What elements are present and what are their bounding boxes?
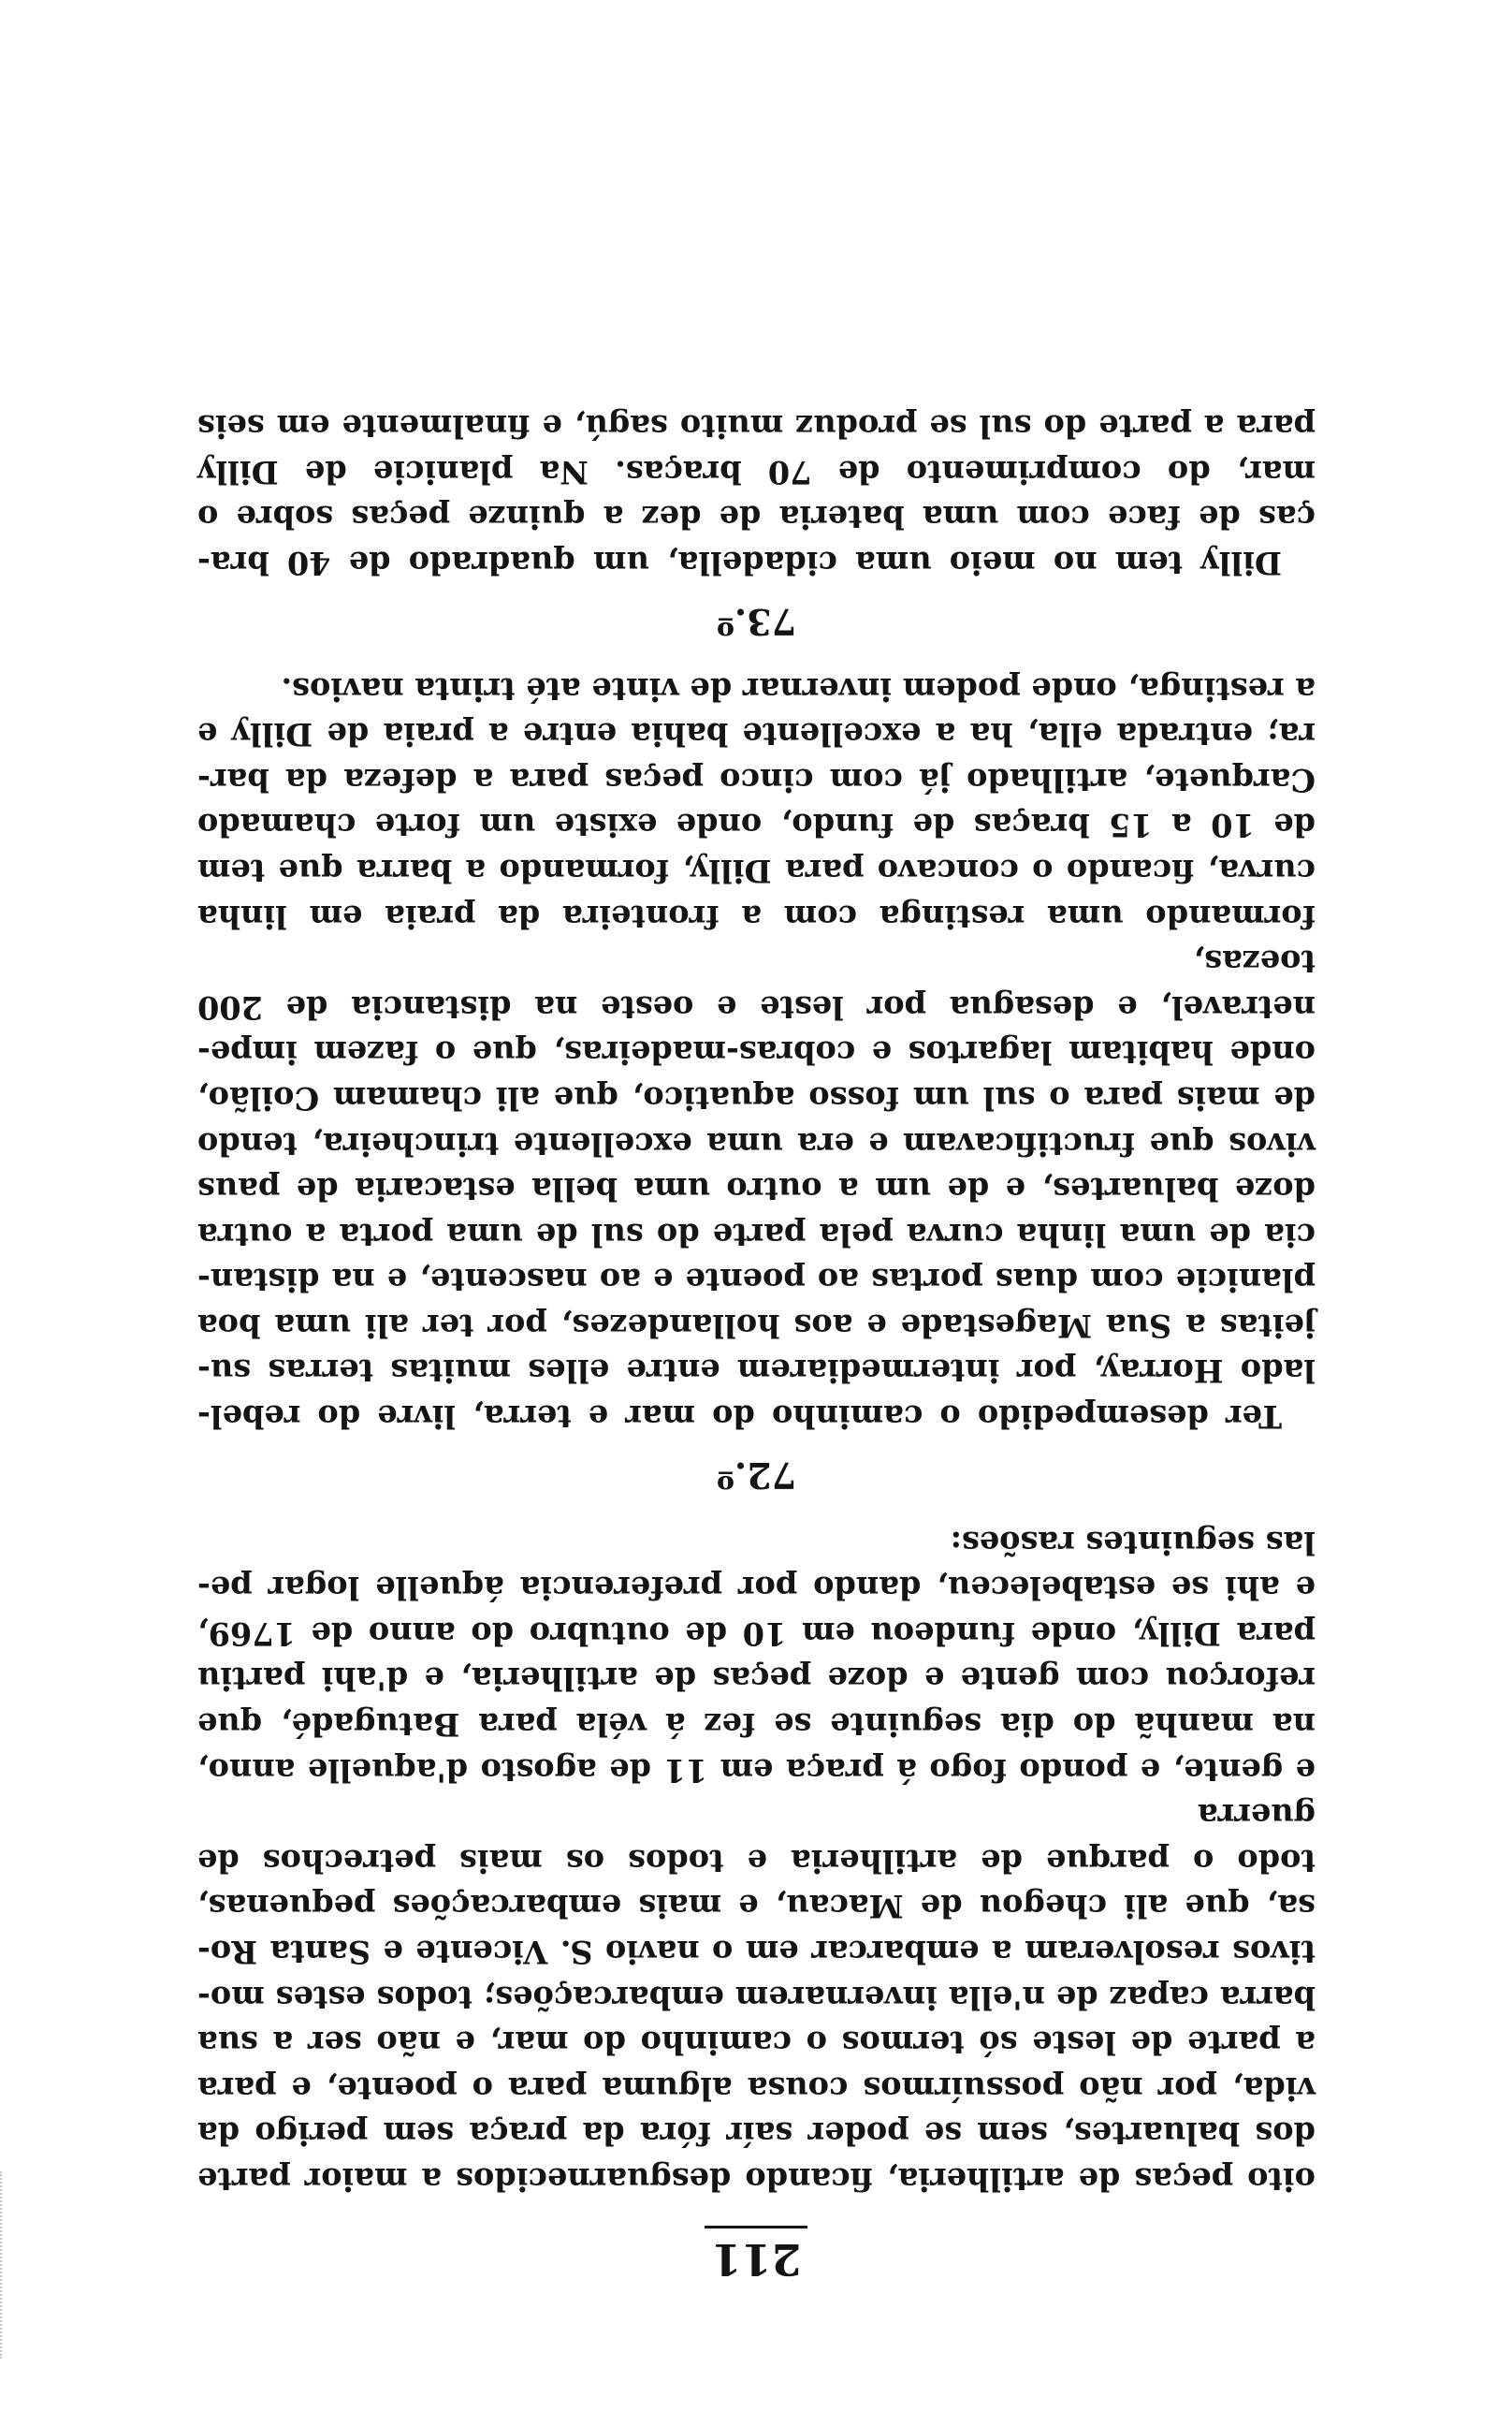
text-line: vida, por não possuírmos cousa alguma para o poente, e para xyxy=(197,2069,1316,2107)
text-line: vivos que fructificavam e era uma excellente trincheira, tendo xyxy=(197,1125,1316,1162)
text-line: todo o parque de artilheria e todos os mais petrechos de guerra xyxy=(197,1797,1316,1879)
paragraph-intro xyxy=(197,1519,1316,2201)
paragraph-73 xyxy=(197,403,1316,585)
text-line: cia de uma linha curva pela parte do sul de uma porta a outra xyxy=(197,1216,1316,1253)
text-line: Ter desempedido o caminho do mar e terra, livre do rebel- xyxy=(197,1398,1282,1436)
text-line: sa, que ali chegou de Macau, e mais embarcações pequenas, xyxy=(197,1888,1316,1925)
text-line: a restinga, onde podem invernar de vinte até trinta navios. xyxy=(281,670,1316,708)
text-line: e ahi se estabeleceu, dando por preferencia áquelle logar pe- xyxy=(197,1570,1316,1607)
text-line: Carquete, artilhado já com cinco peças para a defeza da bar- xyxy=(197,761,1316,798)
text-line: netravel, e desagua por leste e oeste na distancia de 200 toezas, xyxy=(197,943,1316,1026)
text-line: tivos resolveram a embarcar em o navio S. Vicente e Santa Ro- xyxy=(197,1934,1316,1971)
page-number: 211 xyxy=(705,2226,808,2285)
text-line: planicie com duas portas ao poente e ao nascente, e na distan- xyxy=(197,1262,1316,1299)
text-line: lado Horray, por intermediarem entre elles muitas terras su- xyxy=(197,1352,1316,1390)
text-line: de 10 a 15 braças de fundo, onde existe um forte chamado xyxy=(197,807,1316,844)
text-line: las seguintes rasões: xyxy=(950,1524,1316,1561)
text-line: Dilly tem no meio uma cidadella, um quadrado de 40 bra- xyxy=(197,545,1282,581)
paragraph-72 xyxy=(197,665,1316,1439)
text-line: dos baluartes, sem se poder saír fóra da praça sem perigo da xyxy=(197,2115,1316,2153)
text-line: ças de face com uma bateria de dez a quinze peças sobre o xyxy=(197,499,1316,536)
text-line: para a parte do sul se produz muito sagú, e finalmente em seis xyxy=(197,408,1316,446)
text-line: onde habitam lagartos e cobras-madeiras, que o fazem impe- xyxy=(197,1034,1316,1072)
section-heading-72: 72.º xyxy=(716,1454,797,1498)
text-line: doze baluartes, e de um a outro uma bella estacaria de paus xyxy=(197,1171,1316,1208)
text-line: ra; entrada ella, ha a excellente bahia entre a praia de Dilly e xyxy=(197,716,1316,753)
text-line: mar, do comprimento de 70 braças. Na planicie de Dilly xyxy=(197,453,1316,490)
text-line: para Dilly, onde fundeou em 10 de outubro do anno de 1769, xyxy=(197,1615,1316,1652)
text-line: a parte de leste só termos o caminho do mar, e não ser a sua xyxy=(197,2024,1316,2062)
text-line: e gente, e pondo fogo á praça em 11 de agosto d'aquelle anno, xyxy=(197,1751,1316,1789)
text-line: curva, ficando o concavo para Dilly, formando a barra que tem xyxy=(197,852,1316,889)
text-line: barra capaz de n'ella invernarem embarcações; todos estes mo- xyxy=(197,1979,1316,2016)
text-line: jeitas a Sua Magestade e aos hollandezes, por ter ali uma boa xyxy=(197,1307,1316,1344)
section-heading-73: 73.º xyxy=(716,601,797,643)
text-column xyxy=(197,403,1316,2285)
text-line: reforçou com gente e doze peças de artilheria, e d'ahi partiu xyxy=(197,1660,1316,1698)
text-line: oito peças de artilheria, ficando desguarnecidos a maior parte xyxy=(197,2161,1316,2198)
text-line: formando uma restinga com a fronteira da praia em linha xyxy=(197,898,1316,935)
text-line: na manhã do dia seguinte se fez á véla para Batugadé, que xyxy=(197,1706,1316,1744)
text-line: de mais para o sul um fosso aquatico, que ali chamam Coilão, xyxy=(197,1079,1316,1117)
